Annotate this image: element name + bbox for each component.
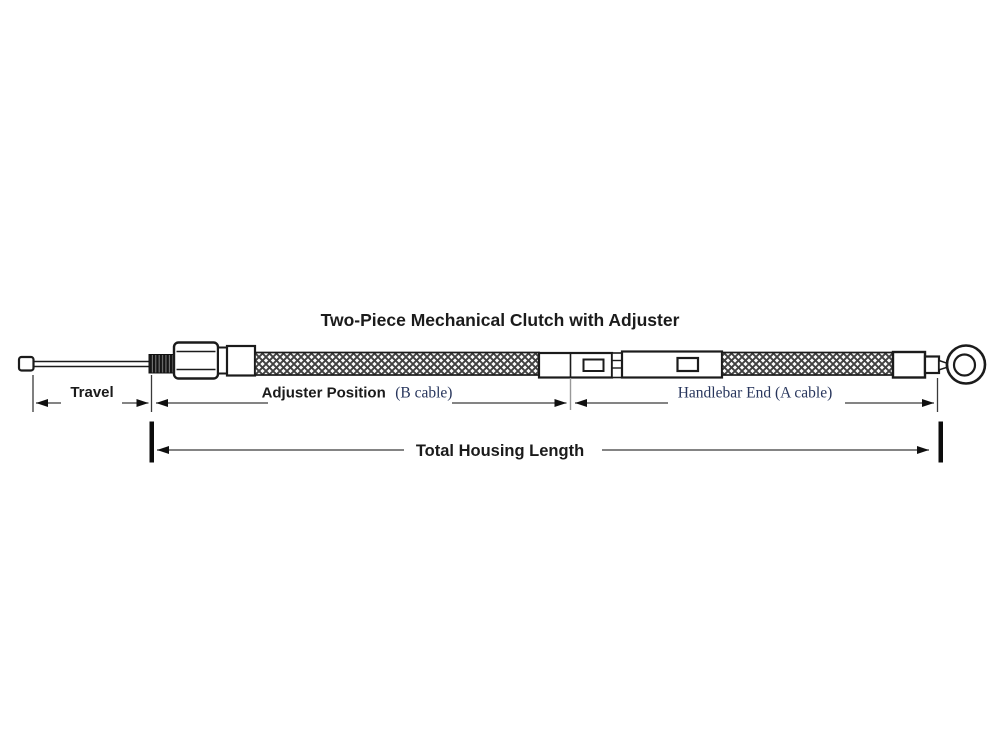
travel-label: Travel [70,384,114,401]
junction-box-right [622,352,722,378]
junction-band [612,353,622,378]
dimension-travel [33,375,152,412]
eyelet-inner-hole [954,355,975,376]
braided-housing-b [255,353,539,376]
adjuster-position-cable-note: (B cable) [395,384,453,402]
junction-window-left [584,360,604,372]
end-cap [925,357,939,374]
eyelet-neck [939,361,947,370]
cable-assembly [19,343,985,384]
dimension-adjuster-position [156,378,571,410]
adjuster-barrel [174,343,218,379]
total-housing-length-label: Total Housing Length [415,442,585,460]
dimension-handlebar-end [575,378,938,412]
total-housing-tick-left [150,422,155,463]
adjuster-position-label [262,385,453,402]
total-housing-tick-right [939,422,944,463]
adjuster-locknut [227,346,255,376]
junction-window-right [678,358,699,371]
inner-cable [32,362,150,367]
adjuster-collar [218,348,227,374]
cable-end-fitting [19,357,34,371]
braided-housing-a [722,353,893,376]
junction-connector [539,352,722,378]
handlebar-end-label: Handlebar End (A cable) [677,384,833,402]
adjuster-position-label-main: Adjuster Position [261,384,386,402]
diagram-title: Two-Piece Mechanical Clutch with Adjuster [320,310,680,330]
dimension-total-housing-length [150,422,944,463]
end-ferrule [893,352,925,378]
threaded-rod [149,355,174,374]
